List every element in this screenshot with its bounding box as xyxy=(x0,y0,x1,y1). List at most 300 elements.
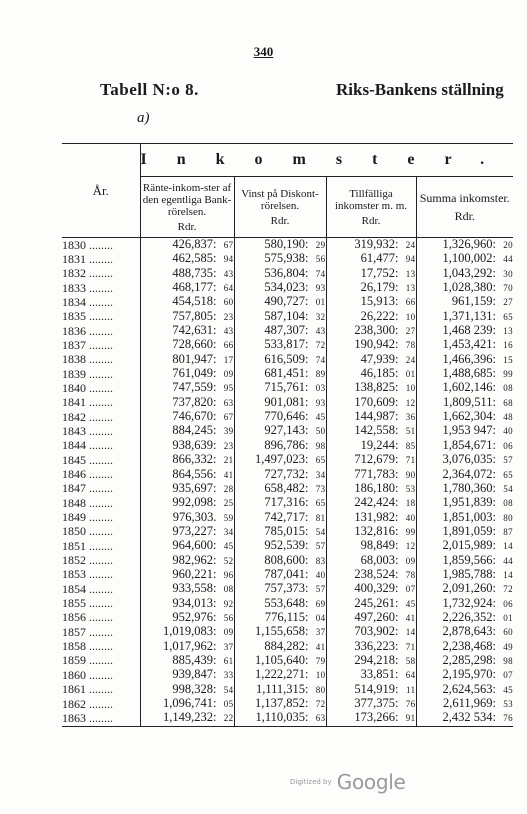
value-cell xyxy=(234,597,326,611)
table-row xyxy=(62,582,513,596)
table-row xyxy=(62,654,513,668)
value-cell xyxy=(416,640,513,654)
year-cell: 1835 ........ xyxy=(62,309,113,324)
fraction-value: 65 xyxy=(503,469,514,480)
value-cell xyxy=(416,597,513,611)
fraction-value: 08 xyxy=(503,383,514,394)
value-cell xyxy=(140,568,234,582)
fraction-value: 87 xyxy=(503,526,514,537)
fraction-value: 45 xyxy=(223,541,234,552)
riksdaler-value: 746,670: xyxy=(172,409,217,424)
riksdaler-value: 2,624,563: xyxy=(442,681,497,696)
value-cell xyxy=(234,295,326,309)
riksdaler-value: 1,851,003: xyxy=(442,509,497,524)
value-cell xyxy=(234,697,326,711)
riksdaler-value: 61,477: xyxy=(360,251,399,266)
fraction-value: 40 xyxy=(315,569,326,580)
table-row xyxy=(62,511,513,525)
fraction-value: 74 xyxy=(315,354,326,365)
riksdaler-value: 717,316: xyxy=(264,495,309,510)
fraction-value: 04 xyxy=(315,612,326,623)
riksdaler-value: 757,805: xyxy=(172,308,217,323)
riksdaler-value: 992,098: xyxy=(172,495,217,510)
fraction-value: 43 xyxy=(223,326,234,337)
riksdaler-value: 747,559: xyxy=(172,380,217,395)
value-cell xyxy=(326,711,416,726)
riksdaler-value: 1,222,271: xyxy=(255,667,309,682)
value-cell xyxy=(416,582,513,596)
value-cell xyxy=(234,554,326,568)
value-cell xyxy=(326,267,416,281)
riksdaler-value: 771,783: xyxy=(354,466,399,481)
table-row xyxy=(62,252,513,266)
fraction-value: 12 xyxy=(405,541,416,552)
value-cell xyxy=(234,396,326,410)
value-cell xyxy=(416,381,513,395)
riksdaler-value: 757,373: xyxy=(264,581,309,596)
value-cell xyxy=(140,381,234,395)
year-cell: 1853 ........ xyxy=(62,567,113,582)
running-title: Riks-Bankens ställning xyxy=(336,80,504,99)
fraction-value: 66 xyxy=(405,297,416,308)
value-cell xyxy=(416,525,513,539)
year-cell: 1858 ........ xyxy=(62,639,113,654)
value-cell xyxy=(234,281,326,295)
fraction-value: 27 xyxy=(405,326,416,337)
riksdaler-value: 46,185: xyxy=(360,366,399,381)
fraction-value: 44 xyxy=(503,254,514,265)
riksdaler-value: 2,878,643: xyxy=(442,624,497,639)
value-cell xyxy=(416,482,513,496)
header-row-banner xyxy=(62,144,513,177)
year-cell: 1847 ........ xyxy=(62,481,113,496)
value-cell xyxy=(326,353,416,367)
fraction-value: 60 xyxy=(503,627,514,638)
year-cell: 1834 ........ xyxy=(62,294,113,309)
value-cell xyxy=(140,539,234,553)
value-cell xyxy=(416,324,513,338)
riksdaler-value: 2,238,468: xyxy=(442,638,497,653)
value-cell xyxy=(140,367,234,381)
value-cell xyxy=(326,338,416,352)
fraction-value: 65 xyxy=(315,498,326,509)
riksdaler-value: 703,902: xyxy=(354,624,399,639)
value-cell xyxy=(326,367,416,381)
value-cell xyxy=(326,554,416,568)
riksdaler-value: 1,466,396: xyxy=(442,351,497,366)
riksdaler-value: 1,732,924: xyxy=(442,595,497,610)
riksdaler-value: 864,556: xyxy=(172,466,217,481)
table-row xyxy=(62,539,513,553)
riksdaler-value: 885,439: xyxy=(172,652,217,667)
fraction-value: 57 xyxy=(503,455,514,466)
riksdaler-value: 964,600: xyxy=(172,538,217,553)
fraction-value: 11 xyxy=(406,684,416,695)
value-cell xyxy=(140,683,234,697)
riksdaler-value: 1,809,511: xyxy=(443,394,497,409)
year-cell: 1850 ........ xyxy=(62,524,113,539)
riksdaler-value: 884,245: xyxy=(172,423,217,438)
value-cell xyxy=(234,310,326,324)
value-cell xyxy=(416,625,513,639)
riksdaler-value: 742,717: xyxy=(264,509,309,524)
value-cell xyxy=(416,367,513,381)
riksdaler-value: 1,326,960: xyxy=(442,237,497,251)
value-cell xyxy=(416,295,513,309)
year-cell: 1855 ........ xyxy=(62,596,113,611)
year-header: År. xyxy=(62,144,140,238)
fraction-value: 16 xyxy=(503,340,514,351)
year-cell: 1833 ........ xyxy=(62,280,113,295)
value-cell xyxy=(326,654,416,668)
page-number: 340 xyxy=(253,44,274,59)
year-cell: 1841 ........ xyxy=(62,395,113,410)
riksdaler-value: 787,041: xyxy=(264,566,309,581)
riksdaler-value: 336,223: xyxy=(354,638,399,653)
riksdaler-value: 587,104: xyxy=(264,308,309,323)
year-cell: 1861 ........ xyxy=(62,682,113,697)
value-cell xyxy=(140,252,234,266)
fraction-value: 08 xyxy=(223,584,234,595)
value-cell xyxy=(326,511,416,525)
riksdaler-value: 884,282: xyxy=(264,638,309,653)
riksdaler-value: 514,919: xyxy=(354,681,399,696)
value-cell xyxy=(416,252,513,266)
riksdaler-value: 770,646: xyxy=(264,409,309,424)
riksdaler-value: 15,913: xyxy=(360,294,399,309)
column-unit: Rdr. xyxy=(454,208,475,223)
value-cell xyxy=(416,396,513,410)
riksdaler-value: 727,732: xyxy=(264,466,309,481)
fraction-value: 79 xyxy=(315,655,326,666)
riksdaler-value: 1,096,741: xyxy=(163,696,217,710)
value-cell xyxy=(416,353,513,367)
value-cell xyxy=(140,353,234,367)
riksdaler-value: 294,218: xyxy=(354,652,399,667)
value-cell xyxy=(326,482,416,496)
fraction-value: 05 xyxy=(223,699,234,709)
fraction-value: 78 xyxy=(405,569,416,580)
riksdaler-value: 144,987: xyxy=(354,409,399,424)
value-cell xyxy=(140,396,234,410)
value-cell xyxy=(234,353,326,367)
table-row xyxy=(62,439,513,453)
value-cell xyxy=(234,625,326,639)
value-cell xyxy=(416,424,513,438)
year-cell: 1852 ........ xyxy=(62,553,113,568)
value-cell xyxy=(140,625,234,639)
value-cell xyxy=(234,381,326,395)
riksdaler-value: 961,159: xyxy=(451,294,497,309)
subsection-label: a) xyxy=(137,110,150,126)
value-cell xyxy=(234,511,326,525)
riksdaler-value: 1,371,131: xyxy=(442,308,497,323)
value-cell xyxy=(140,453,234,467)
fraction-value: 33 xyxy=(223,670,234,681)
riksdaler-value: 138,825: xyxy=(354,380,399,395)
fraction-value: 78 xyxy=(405,340,416,351)
riksdaler-value: 1,019,083: xyxy=(163,624,217,639)
fraction-value: 45 xyxy=(405,598,416,609)
table-row xyxy=(62,482,513,496)
table-row xyxy=(62,597,513,611)
table-row xyxy=(62,424,513,438)
riksdaler-value: 866,332: xyxy=(172,452,217,467)
value-cell xyxy=(140,468,234,482)
column-header-total xyxy=(416,177,513,238)
fraction-value: 32 xyxy=(315,311,326,322)
riksdaler-value: 497,260: xyxy=(354,609,399,624)
value-cell xyxy=(326,582,416,596)
riksdaler-value: 2,285,298: xyxy=(442,652,497,667)
riksdaler-value: 533,817: xyxy=(264,337,309,352)
riksdaler-value: 245,261: xyxy=(354,595,399,610)
riksdaler-value: 33,851: xyxy=(360,667,399,682)
fraction-value: 37 xyxy=(315,627,326,638)
riksdaler-value: 2,195,970: xyxy=(442,667,497,682)
table-row xyxy=(62,267,513,281)
riksdaler-value: 933,558: xyxy=(172,581,217,596)
value-cell xyxy=(234,468,326,482)
riksdaler-value: 2,611,969: xyxy=(443,696,497,710)
riksdaler-value: 1,100,002: xyxy=(442,251,497,266)
riksdaler-value: 1,453,421: xyxy=(442,337,497,352)
fraction-value: 34 xyxy=(223,526,234,537)
value-cell xyxy=(416,554,513,568)
value-cell xyxy=(140,238,234,253)
fraction-value: 94 xyxy=(223,254,234,265)
riksdaler-value: 400,329: xyxy=(354,581,399,596)
riksdaler-value: 776,115: xyxy=(264,609,309,624)
fraction-value: 18 xyxy=(405,498,416,509)
riksdaler-value: 2,226,352: xyxy=(442,609,497,624)
table-row xyxy=(62,281,513,295)
fraction-value: 65 xyxy=(503,311,514,322)
riksdaler-value: 17,752: xyxy=(360,265,399,280)
riksdaler-value: 377,375: xyxy=(354,696,399,710)
riksdaler-value: 2,091,260: xyxy=(442,581,497,596)
fraction-value: 01 xyxy=(315,297,326,308)
fraction-value: 91 xyxy=(405,713,416,724)
fraction-value: 53 xyxy=(405,483,416,494)
table-row xyxy=(62,640,513,654)
fraction-value: 41 xyxy=(315,641,326,652)
fraction-value: 36 xyxy=(405,412,416,423)
riksdaler-value: 1,028,380: xyxy=(442,280,497,295)
value-cell xyxy=(234,568,326,582)
value-cell xyxy=(140,640,234,654)
riksdaler-value: 1,488,685: xyxy=(442,366,497,381)
fraction-value: 25 xyxy=(223,498,234,509)
value-cell xyxy=(234,424,326,438)
income-banner: Inkomster. xyxy=(140,144,513,177)
fraction-value: 58 xyxy=(405,655,416,666)
fraction-value: 43 xyxy=(315,326,326,337)
riksdaler-value: 536,804: xyxy=(264,265,309,280)
riksdaler-value: 98,849: xyxy=(360,538,399,553)
value-cell xyxy=(140,654,234,668)
fraction-value: 57 xyxy=(315,541,326,552)
value-cell xyxy=(416,310,513,324)
value-cell xyxy=(326,625,416,639)
fraction-value: 51 xyxy=(405,426,416,437)
riksdaler-value: 1,985,788: xyxy=(442,566,497,581)
riksdaler-value: 1,043,292: xyxy=(442,265,497,280)
riksdaler-value: 896,786: xyxy=(264,437,309,452)
column-header-incidental xyxy=(326,177,416,238)
value-cell xyxy=(140,338,234,352)
riksdaler-value: 575,938: xyxy=(264,251,309,266)
riksdaler-value: 998,328: xyxy=(172,681,217,696)
riksdaler-value: 952,976: xyxy=(172,609,217,624)
fraction-value: 57 xyxy=(315,584,326,595)
riksdaler-value: 1,854,671: xyxy=(442,437,497,452)
riksdaler-value: 173,266: xyxy=(354,710,399,725)
fraction-value: 64 xyxy=(405,670,416,681)
riksdaler-value: 742,631: xyxy=(172,323,217,338)
fraction-value: 61 xyxy=(223,655,234,666)
value-cell xyxy=(326,453,416,467)
riksdaler-value: 976,303. xyxy=(172,509,217,524)
value-cell xyxy=(140,525,234,539)
value-cell xyxy=(140,439,234,453)
riksdaler-value: 1,951,839: xyxy=(442,495,497,510)
fraction-value: 08 xyxy=(503,498,514,509)
table-row xyxy=(62,453,513,467)
column-header-discount xyxy=(234,177,326,238)
value-cell xyxy=(416,281,513,295)
value-cell xyxy=(140,597,234,611)
riksdaler-value: 1,017,962: xyxy=(163,638,217,653)
fraction-value: 66 xyxy=(223,340,234,351)
value-cell xyxy=(140,668,234,682)
table-row xyxy=(62,381,513,395)
fraction-value: 23 xyxy=(223,440,234,451)
fraction-value: 72 xyxy=(315,340,326,351)
value-cell xyxy=(326,640,416,654)
fraction-value: 59 xyxy=(223,512,234,523)
value-cell xyxy=(234,324,326,338)
digitized-label: Digitized by xyxy=(290,778,332,786)
riksdaler-value: 26,179: xyxy=(360,280,399,295)
value-cell xyxy=(416,496,513,510)
value-cell xyxy=(326,281,416,295)
value-cell xyxy=(326,568,416,582)
fraction-value: 98 xyxy=(315,440,326,451)
fraction-value: 83 xyxy=(315,555,326,566)
fraction-value: 10 xyxy=(405,311,416,322)
year-cell: 1846 ........ xyxy=(62,467,113,481)
fraction-value: 15 xyxy=(503,354,514,365)
fraction-value: 94 xyxy=(405,254,416,265)
value-cell xyxy=(140,697,234,711)
column-title: Ränte-inkom-ster af den egentliga Bank-rörelsen. xyxy=(142,181,232,218)
riksdaler-value: 1,602,146: xyxy=(442,380,497,395)
table-row xyxy=(62,697,513,711)
column-title: Summa inkomster. xyxy=(419,190,510,205)
fraction-value: 63 xyxy=(223,397,234,408)
riksdaler-value: 973,227: xyxy=(172,523,217,538)
fraction-value: 69 xyxy=(315,598,326,609)
value-cell xyxy=(140,496,234,510)
table-row xyxy=(62,367,513,381)
value-cell xyxy=(234,453,326,467)
year-cell: 1857 ........ xyxy=(62,624,113,639)
value-cell xyxy=(416,410,513,424)
table-row xyxy=(62,238,513,253)
value-cell xyxy=(234,654,326,668)
column-title: Vinst på Diskont-rörelsen. xyxy=(241,187,319,212)
fraction-value: 96 xyxy=(223,569,234,580)
fraction-value: 49 xyxy=(503,641,514,652)
value-cell xyxy=(416,697,513,711)
value-cell xyxy=(326,310,416,324)
value-cell xyxy=(234,238,326,253)
fraction-value: 56 xyxy=(315,254,326,265)
riksdaler-value: 3,076,035: xyxy=(442,452,497,467)
fraction-value: 76 xyxy=(405,699,416,709)
value-cell xyxy=(416,238,513,253)
value-cell xyxy=(416,439,513,453)
fraction-value: 10 xyxy=(315,670,326,681)
year-cell: 1832 ........ xyxy=(62,266,113,281)
value-cell xyxy=(416,683,513,697)
year-cell: 1844 ........ xyxy=(62,438,113,453)
value-cell xyxy=(234,267,326,281)
fraction-value: 63 xyxy=(315,713,326,724)
table-row xyxy=(62,396,513,410)
value-cell xyxy=(416,654,513,668)
column-title: Tillfälliga inkomster m. m. xyxy=(334,187,408,212)
year-cell: 1842 ........ xyxy=(62,409,113,424)
riksdaler-value: 319,932: xyxy=(354,237,399,251)
riksdaler-value: 939,847: xyxy=(172,667,217,682)
fraction-value: 45 xyxy=(503,684,514,695)
table-row xyxy=(62,668,513,682)
value-cell xyxy=(326,668,416,682)
fraction-value: 67 xyxy=(223,412,234,423)
fraction-value: 98 xyxy=(503,655,514,666)
value-cell xyxy=(326,252,416,266)
value-cell xyxy=(140,295,234,309)
year-cell: 1859 ........ xyxy=(62,653,113,668)
riksdaler-value: 960,221: xyxy=(172,566,217,581)
year-cell: 1854 ........ xyxy=(62,581,113,596)
fraction-value: 54 xyxy=(503,483,514,494)
year-cell: 1851 ........ xyxy=(62,538,113,553)
table-row xyxy=(62,324,513,338)
fraction-value: 14 xyxy=(405,627,416,638)
value-cell xyxy=(326,539,416,553)
fraction-value: 92 xyxy=(223,598,234,609)
riksdaler-value: 712,679: xyxy=(354,452,399,467)
fraction-value: 54 xyxy=(315,526,326,537)
riksdaler-value: 490,727: xyxy=(264,294,309,309)
fraction-value: 24 xyxy=(405,354,416,365)
fraction-value: 17 xyxy=(223,354,234,365)
year-cell: 1860 ........ xyxy=(62,667,113,682)
fraction-value: 73 xyxy=(315,483,326,494)
year-cell: 1843 ........ xyxy=(62,423,113,438)
table-row xyxy=(62,611,513,625)
value-cell xyxy=(140,611,234,625)
fraction-value: 06 xyxy=(503,440,514,451)
fraction-value: 74 xyxy=(315,268,326,279)
table-row xyxy=(62,496,513,510)
value-cell xyxy=(140,482,234,496)
riksdaler-value: 952,539: xyxy=(264,538,309,553)
fraction-value: 52 xyxy=(223,555,234,566)
